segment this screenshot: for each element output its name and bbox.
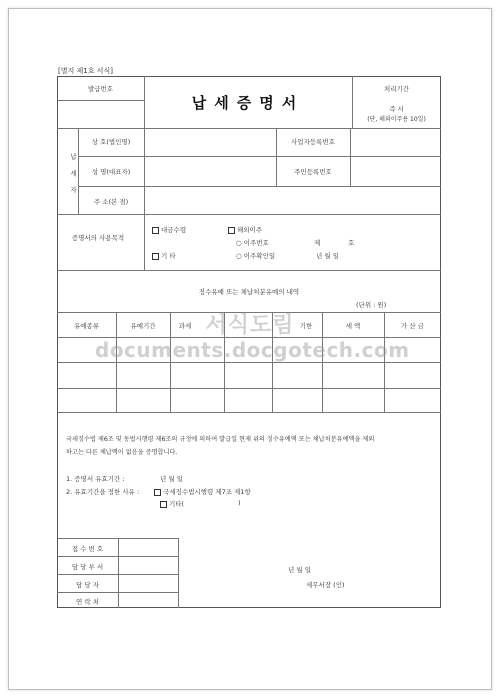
divider	[118, 538, 119, 608]
page-title: 납세증명서	[191, 94, 305, 112]
option-other-label: 기 타	[161, 252, 176, 260]
emigration-number-unit: 제	[314, 239, 321, 247]
column-header: 가 산 금	[401, 322, 424, 330]
taxpayer-section-label: 납 세 자	[69, 153, 77, 197]
watermark-url: documents.docgotech.com	[95, 338, 410, 362]
column-header: 유예종류	[73, 322, 100, 330]
divider	[78, 186, 441, 187]
business-reg-label: 사업자등록번호	[291, 138, 335, 146]
intake-row-label: 접 수 번 호	[71, 545, 104, 553]
divider	[144, 128, 145, 214]
divider	[57, 214, 441, 215]
emigration-date-label: ○ 이주확인일	[236, 252, 276, 260]
column-header: 과세	[178, 322, 192, 330]
divider	[350, 128, 351, 186]
watermark-title: 서식도림	[205, 313, 295, 338]
validity-option1-label: 국세징수법시행령 제7조 제1항	[163, 488, 251, 496]
processing-period-value: 즉 시	[389, 105, 404, 113]
issue-number-label: 발급번호	[87, 85, 114, 93]
option-payment-checkbox[interactable]	[152, 225, 186, 234]
validity-item2-label: 2. 유효기간을 정한 사유 :	[66, 488, 140, 496]
resident-reg-label: 주민등록번호	[294, 168, 332, 176]
processing-period-label: 처리기간	[383, 85, 410, 93]
option-other-checkbox[interactable]	[152, 251, 176, 260]
emigration-number-label: ○ 이주번호	[236, 239, 269, 247]
validity-option1-checkbox[interactable]	[154, 487, 251, 496]
checkbox-icon	[152, 227, 159, 234]
company-name-label: 상 호(법인명)	[91, 138, 131, 146]
divider	[57, 128, 441, 129]
deferral-title: 징수유예 또는 체납처분유예의 내역	[198, 288, 300, 296]
validity-item1-label: 1. 증명서 유효기간 :	[66, 475, 125, 483]
validity-option2-checkbox[interactable]	[160, 499, 184, 508]
name-label: 성 명(대표자)	[91, 168, 131, 176]
checkbox-icon	[152, 253, 159, 260]
issue-date: 년 월 일	[288, 566, 311, 574]
option-emigration-label: 해외이주	[237, 226, 263, 234]
form-label: [별지 제1호 서식]	[58, 67, 113, 75]
address-label: 주 소(본 점)	[93, 198, 129, 206]
statement-line-2: 하고는 다른 체납액이 없음을 증명합니다.	[66, 449, 178, 456]
emigration-number-unit: 호	[348, 239, 355, 247]
intake-row-label: 담 당 자	[76, 581, 99, 589]
divider	[144, 214, 145, 270]
option-payment-label: 대금수령	[161, 226, 187, 234]
validity-option2-label: 기타(	[169, 500, 185, 508]
column-header: 유예기간	[130, 322, 156, 330]
option-emigration-checkbox[interactable]	[228, 225, 262, 234]
column-header: 기한	[299, 322, 313, 330]
intake-row-label: 담 당 부 서	[71, 563, 104, 571]
divider	[78, 156, 441, 157]
validity-option2-close: )	[238, 499, 241, 507]
validity-item1-value: 년 월 일	[160, 475, 183, 483]
statement-line-1: 국세징수법 제6조 및 동법시행령 제6조의 규정에 의하여 발급일 현재 위의 징수유예액 또는 체납처분유예액을 제외	[66, 436, 375, 443]
emigration-date-units: 년 월 일	[316, 252, 339, 260]
deferral-unit: (단위 : 원)	[356, 301, 387, 309]
checkbox-icon	[228, 227, 235, 234]
processing-period-note: (단, 해외이주용 10일)	[367, 116, 426, 123]
issuer-signature: 세무서장 (인)	[306, 581, 345, 589]
divider	[57, 100, 144, 101]
purpose-label: 증명서의 사용목적	[71, 234, 125, 242]
checkbox-icon	[160, 501, 167, 508]
column-header: 세 액	[345, 322, 361, 330]
checkbox-icon	[154, 489, 161, 496]
divider	[178, 538, 179, 608]
intake-row-label: 연 락 처	[76, 598, 99, 606]
divider	[57, 412, 441, 413]
divider	[57, 270, 441, 271]
